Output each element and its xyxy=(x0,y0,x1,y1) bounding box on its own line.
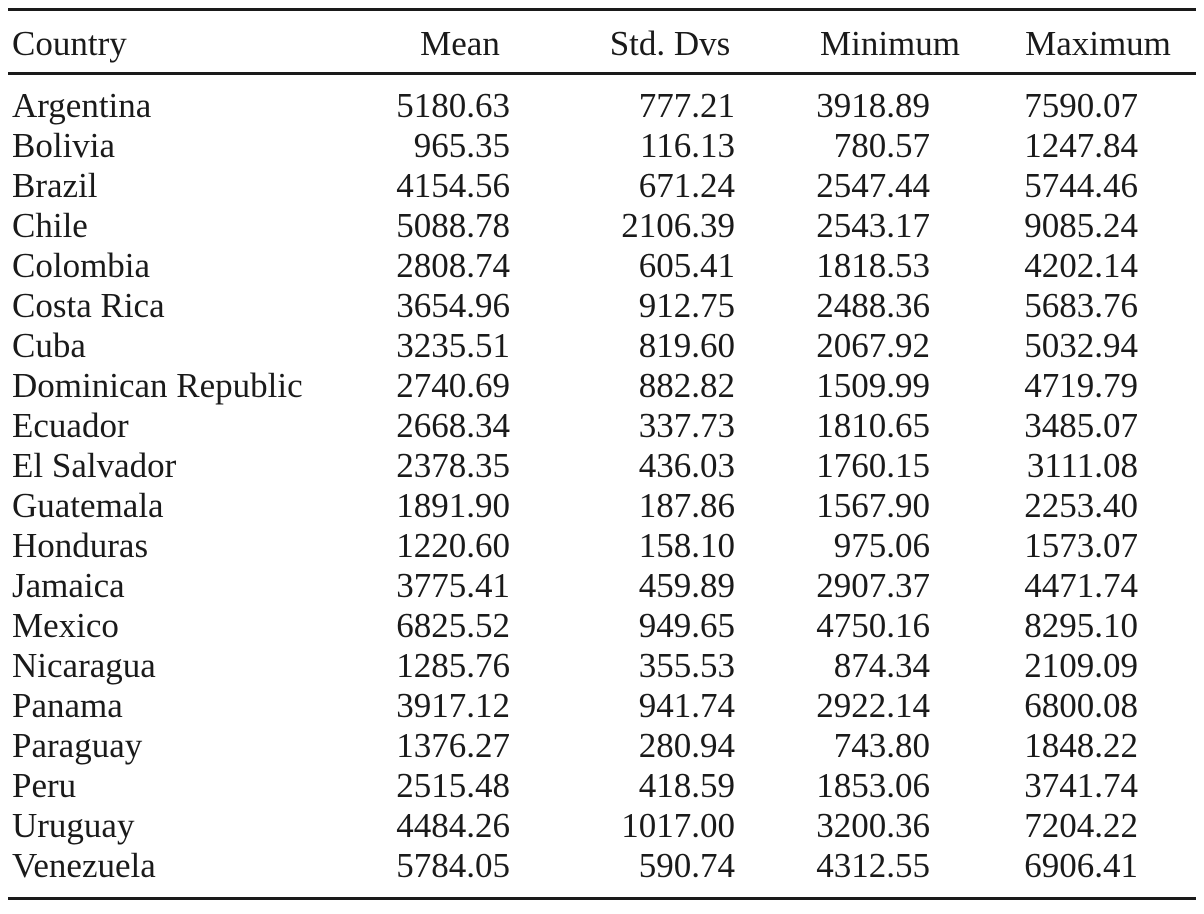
mean-cell: 6825.52 xyxy=(396,606,510,645)
mean-cell: 2515.48 xyxy=(396,766,510,805)
minimum-cell: 1509.99 xyxy=(816,366,930,405)
minimum-cell: 874.34 xyxy=(833,646,930,685)
mean-cell: 1285.76 xyxy=(396,646,510,685)
table-row xyxy=(8,526,1196,566)
std-dvs-cell: 436.03 xyxy=(638,446,735,485)
country-cell: Colombia xyxy=(12,246,151,285)
minimum-cell: 4312.55 xyxy=(816,846,930,885)
table-row xyxy=(8,766,1196,806)
minimum-cell: 780.57 xyxy=(833,126,930,165)
std-dvs-cell: 2106.39 xyxy=(621,206,735,245)
mean-cell: 1220.60 xyxy=(396,526,510,565)
country-cell: Costa Rica xyxy=(12,286,165,325)
table-row xyxy=(8,366,1196,406)
table-row xyxy=(8,606,1196,646)
country-cell: Bolivia xyxy=(12,126,116,165)
country-cell: Guatemala xyxy=(12,486,164,525)
table-row xyxy=(8,126,1196,166)
std-dvs-cell: 912.75 xyxy=(638,286,735,325)
country-statistics-table xyxy=(8,8,1196,900)
table-row xyxy=(8,246,1196,286)
maximum-cell: 2109.09 xyxy=(1024,646,1138,685)
minimum-cell: 2907.37 xyxy=(816,566,930,605)
mean-cell: 3775.41 xyxy=(396,566,510,605)
maximum-cell: 9085.24 xyxy=(1024,206,1138,245)
country-cell: Dominican Republic xyxy=(12,366,303,405)
maximum-cell: 4719.79 xyxy=(1024,366,1138,405)
std-dvs-cell: 590.74 xyxy=(638,846,735,885)
maximum-cell: 7204.22 xyxy=(1024,806,1138,845)
column-header-std-dvs: Std. Dvs xyxy=(560,10,780,74)
country-cell: Panama xyxy=(12,686,123,725)
maximum-cell: 6800.08 xyxy=(1024,686,1138,725)
table-row xyxy=(8,166,1196,206)
maximum-cell: 4471.74 xyxy=(1024,566,1138,605)
country-cell: Nicaragua xyxy=(12,646,156,685)
minimum-cell: 2543.17 xyxy=(816,206,930,245)
column-header-minimum: Minimum xyxy=(780,10,1000,74)
maximum-cell: 4202.14 xyxy=(1024,246,1138,285)
minimum-cell: 2547.44 xyxy=(816,166,930,205)
maximum-cell: 5032.94 xyxy=(1024,326,1138,365)
mean-cell: 3917.12 xyxy=(396,686,510,725)
mean-cell: 5180.63 xyxy=(396,86,510,125)
maximum-cell: 5683.76 xyxy=(1024,286,1138,325)
country-cell: Uruguay xyxy=(12,806,135,845)
minimum-cell: 975.06 xyxy=(833,526,930,565)
table-row xyxy=(8,726,1196,766)
mean-cell: 4154.56 xyxy=(396,166,510,205)
std-dvs-cell: 158.10 xyxy=(638,526,735,565)
table-row xyxy=(8,646,1196,686)
minimum-cell: 1810.65 xyxy=(816,406,930,445)
maximum-cell: 1247.84 xyxy=(1024,126,1138,165)
table-row xyxy=(8,486,1196,526)
minimum-cell: 1567.90 xyxy=(816,486,930,525)
minimum-cell: 2922.14 xyxy=(816,686,930,725)
country-cell: Venezuela xyxy=(12,846,156,885)
column-header-country: Country xyxy=(8,10,360,74)
table-row xyxy=(8,846,1196,899)
header-row xyxy=(8,10,1196,74)
maximum-cell: 1573.07 xyxy=(1024,526,1138,565)
std-dvs-cell: 671.24 xyxy=(638,166,735,205)
country-cell: Peru xyxy=(12,766,77,805)
country-cell: Honduras xyxy=(12,526,149,565)
std-dvs-cell: 187.86 xyxy=(638,486,735,525)
std-dvs-cell: 337.73 xyxy=(638,406,735,445)
maximum-cell: 3485.07 xyxy=(1024,406,1138,445)
mean-cell: 1376.27 xyxy=(396,726,510,765)
std-dvs-cell: 1017.00 xyxy=(621,806,735,845)
minimum-cell: 2067.92 xyxy=(816,326,930,365)
table-row xyxy=(8,566,1196,606)
mean-cell: 2808.74 xyxy=(396,246,510,285)
std-dvs-cell: 459.89 xyxy=(638,566,735,605)
table-row xyxy=(8,406,1196,446)
std-dvs-cell: 605.41 xyxy=(638,246,735,285)
mean-cell: 5088.78 xyxy=(396,206,510,245)
table-header xyxy=(8,10,1196,74)
mean-cell: 3235.51 xyxy=(396,326,510,365)
maximum-cell: 8295.10 xyxy=(1024,606,1138,645)
country-cell: El Salvador xyxy=(12,446,177,485)
table-row xyxy=(8,446,1196,486)
country-cell: Chile xyxy=(12,206,88,245)
std-dvs-cell: 418.59 xyxy=(638,766,735,805)
std-dvs-cell: 777.21 xyxy=(638,86,735,125)
minimum-cell: 3200.36 xyxy=(816,806,930,845)
maximum-cell: 5744.46 xyxy=(1024,166,1138,205)
minimum-cell: 1760.15 xyxy=(816,446,930,485)
country-cell: Ecuador xyxy=(12,406,129,445)
maximum-cell: 6906.41 xyxy=(1024,846,1138,885)
table-row xyxy=(8,74,1196,127)
minimum-cell: 2488.36 xyxy=(816,286,930,325)
table-body xyxy=(8,74,1196,899)
std-dvs-cell: 949.65 xyxy=(638,606,735,645)
mean-cell: 5784.05 xyxy=(396,846,510,885)
minimum-cell: 3918.89 xyxy=(816,86,930,125)
std-dvs-cell: 116.13 xyxy=(640,126,735,165)
std-dvs-cell: 819.60 xyxy=(638,326,735,365)
minimum-cell: 1853.06 xyxy=(816,766,930,805)
std-dvs-cell: 355.53 xyxy=(638,646,735,685)
minimum-cell: 1818.53 xyxy=(816,246,930,285)
table-row xyxy=(8,326,1196,366)
mean-cell: 2740.69 xyxy=(396,366,510,405)
table-row xyxy=(8,286,1196,326)
maximum-cell: 1848.22 xyxy=(1024,726,1138,765)
country-cell: Cuba xyxy=(12,326,86,365)
table-row xyxy=(8,806,1196,846)
maximum-cell: 7590.07 xyxy=(1024,86,1138,125)
mean-cell: 2668.34 xyxy=(396,406,510,445)
table-row xyxy=(8,686,1196,726)
maximum-cell: 3111.08 xyxy=(1026,446,1138,485)
mean-cell: 2378.35 xyxy=(396,446,510,485)
mean-cell: 3654.96 xyxy=(396,286,510,325)
std-dvs-cell: 941.74 xyxy=(638,686,735,725)
mean-cell: 4484.26 xyxy=(396,806,510,845)
table-row xyxy=(8,206,1196,246)
maximum-cell: 3741.74 xyxy=(1024,766,1138,805)
country-cell: Paraguay xyxy=(12,726,143,765)
country-cell: Argentina xyxy=(12,86,152,125)
minimum-cell: 4750.16 xyxy=(816,606,930,645)
maximum-cell: 2253.40 xyxy=(1024,486,1138,525)
minimum-cell: 743.80 xyxy=(833,726,930,765)
mean-cell: 1891.90 xyxy=(396,486,510,525)
country-cell: Mexico xyxy=(12,606,119,645)
column-header-maximum: Maximum xyxy=(1000,10,1196,74)
column-header-mean: Mean xyxy=(360,10,560,74)
country-cell: Jamaica xyxy=(12,566,125,605)
std-dvs-cell: 882.82 xyxy=(638,366,735,405)
std-dvs-cell: 280.94 xyxy=(638,726,735,765)
mean-cell: 965.35 xyxy=(413,126,510,165)
country-cell: Brazil xyxy=(12,166,98,205)
